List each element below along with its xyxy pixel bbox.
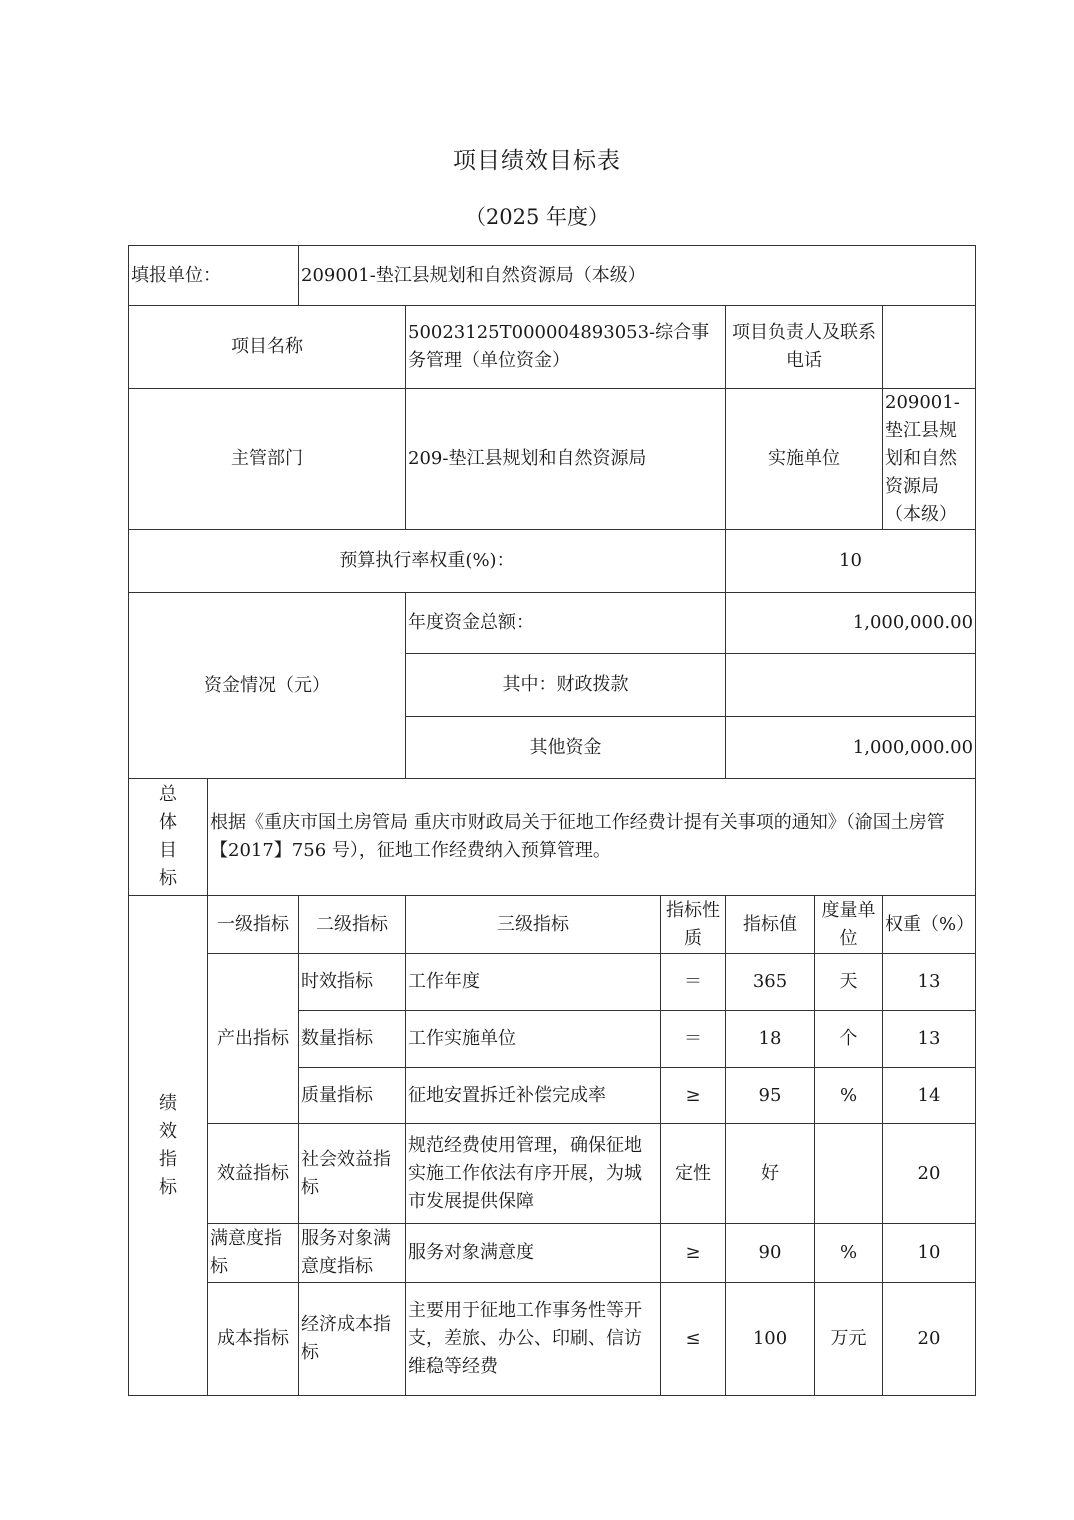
page-title: 项目绩效目标表 (453, 148, 621, 174)
indicator-nature: ＝ (661, 954, 726, 1011)
indicator-weight: 13 (883, 954, 976, 1011)
indicator-l2: 数量指标 (299, 1011, 406, 1068)
header-value: 指标值 (726, 896, 815, 954)
table-row (129, 1224, 976, 1283)
indicator-nature: 定性 (661, 1124, 726, 1224)
indicator-unit: % (815, 1224, 883, 1283)
indicator-unit: 个 (815, 1011, 883, 1068)
indicator-unit: 天 (815, 954, 883, 1011)
impl-unit-label: 实施单位 (726, 389, 883, 530)
table-row (129, 779, 976, 896)
indicator-weight: 14 (883, 1068, 976, 1124)
table-row (129, 306, 976, 389)
project-name-label: 项目名称 (129, 306, 406, 389)
funds-fiscal-value (726, 654, 976, 717)
table-row (129, 246, 976, 306)
table-row (129, 896, 976, 954)
indicator-l3: 规范经费使用管理，确保征地实施工作依法有序开展，为城市发展提供保障 (406, 1124, 661, 1224)
header-nature: 指标性质 (661, 896, 726, 954)
indicator-l3: 服务对象满意度 (406, 1224, 661, 1283)
indicator-weight: 20 (883, 1124, 976, 1224)
indicator-nature: ≥ (661, 1224, 726, 1283)
indicator-nature: ≥ (661, 1068, 726, 1124)
table-row (129, 1124, 976, 1224)
header-weight: 权重（%） (883, 896, 976, 954)
group-satisfaction: 满意度指标 (208, 1224, 299, 1283)
funds-label: 资金情况（元） (129, 593, 406, 779)
project-lead-label: 项目负责人及联系电话 (726, 306, 883, 389)
group-cost: 成本指标 (208, 1283, 299, 1396)
goal-text: 根据《重庆市国土房管局 重庆市财政局关于征地工作经费计提有关事项的通知》（渝国土房管【2017】756 号），征地工作经费纳入预算管理。 (208, 779, 976, 896)
department-label: 主管部门 (129, 389, 406, 530)
budget-rate-value: 10 (726, 530, 976, 593)
indicator-value: 18 (726, 1011, 815, 1068)
funds-fiscal-label: 其中：财政拨款 (406, 654, 726, 717)
indicator-l3: 工作年度 (406, 954, 661, 1011)
funds-other-value: 1,000,000.00 (726, 717, 976, 779)
indicator-l3: 征地安置拆迁补偿完成率 (406, 1068, 661, 1124)
indicator-unit: 万元 (815, 1283, 883, 1396)
indicators-label: 绩效指标 (129, 896, 208, 1396)
indicator-weight: 13 (883, 1011, 976, 1068)
indicator-value: 95 (726, 1068, 815, 1124)
table-row (129, 593, 976, 654)
indicator-unit: % (815, 1068, 883, 1124)
funds-other-label: 其他资金 (406, 717, 726, 779)
page-subtitle-year: （2025 年度） (464, 205, 610, 229)
department-value: 209-垫江县规划和自然资源局 (406, 389, 726, 530)
header-l3: 三级指标 (406, 896, 661, 954)
indicator-l2: 经济成本指标 (299, 1283, 406, 1396)
indicator-l2: 时效指标 (299, 954, 406, 1011)
group-output: 产出指标 (208, 954, 299, 1124)
funds-total-value: 1,000,000.00 (726, 593, 976, 654)
header-l2: 二级指标 (299, 896, 406, 954)
project-name-value: 50023125T000004893053-综合事务管理（单位资金） (406, 306, 726, 389)
goal-label: 总体目标 (129, 779, 208, 896)
project-lead-value (883, 306, 976, 389)
indicator-weight: 10 (883, 1224, 976, 1283)
budget-rate-label: 预算执行率权重(%)： (129, 530, 726, 593)
table-row (129, 530, 976, 593)
header-unit: 度量单位 (815, 896, 883, 954)
indicator-l2: 质量指标 (299, 1068, 406, 1124)
header-l1: 一级指标 (208, 896, 299, 954)
indicator-l2: 服务对象满意度指标 (299, 1224, 406, 1283)
indicator-weight: 20 (883, 1283, 976, 1396)
indicator-value: 好 (726, 1124, 815, 1224)
indicator-l3: 工作实施单位 (406, 1011, 661, 1068)
table-row (129, 1283, 976, 1396)
table-row (129, 389, 976, 530)
indicator-l3: 主要用于征地工作事务性等开支，差旅、办公、印刷、信访维稳等经费 (406, 1283, 661, 1396)
reporting-unit-label: 填报单位： (129, 246, 299, 306)
indicator-value: 90 (726, 1224, 815, 1283)
reporting-unit-value: 209001-垫江县规划和自然资源局（本级） (299, 246, 976, 306)
indicator-value: 365 (726, 954, 815, 1011)
indicator-nature: ＝ (661, 1011, 726, 1068)
indicator-l2: 社会效益指标 (299, 1124, 406, 1224)
funds-total-label: 年度资金总额： (406, 593, 726, 654)
impl-unit-value: 209001-垫江县规划和自然资源局（本级） (883, 389, 976, 530)
indicator-value: 100 (726, 1283, 815, 1396)
performance-target-table (128, 245, 976, 1396)
table-row (129, 954, 976, 1011)
indicator-unit (815, 1124, 883, 1224)
group-benefit: 效益指标 (208, 1124, 299, 1224)
indicator-nature: ≤ (661, 1283, 726, 1396)
